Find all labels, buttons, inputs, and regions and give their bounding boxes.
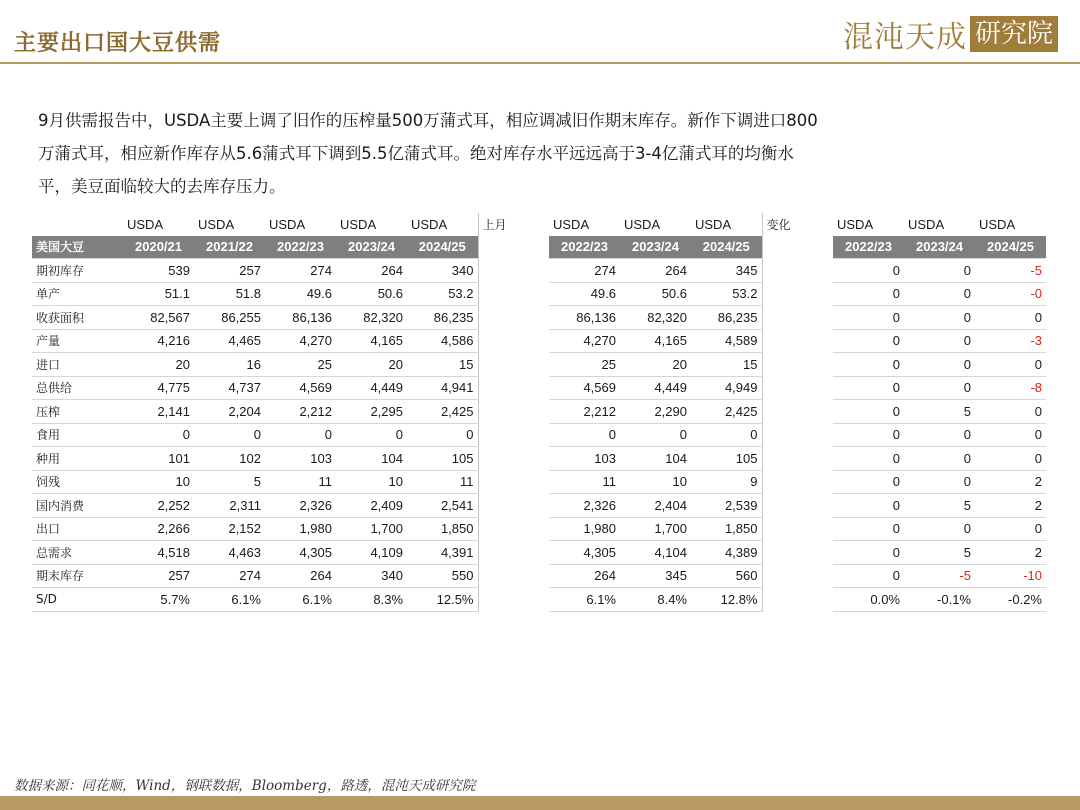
value-cell: 2,152: [194, 517, 265, 541]
value-cell: 2,326: [265, 494, 336, 518]
gap-cell: [478, 329, 549, 353]
prev-cell: 274: [549, 259, 620, 283]
value-cell: 2,425: [407, 400, 478, 424]
gap-cell: [762, 470, 833, 494]
table-row: [32, 376, 1046, 400]
change-cell: 0: [975, 517, 1046, 541]
prev-cell: 2,539: [691, 494, 762, 518]
title-rule: [0, 62, 1080, 64]
source-cell: USDA: [624, 216, 661, 232]
table-row: [32, 494, 1046, 518]
value-cell: 6.1%: [194, 588, 265, 612]
gap-cell: [762, 423, 833, 447]
change-cell: 2: [975, 541, 1046, 565]
prev-cell: 25: [549, 353, 620, 377]
change-cell: 0: [904, 517, 975, 541]
prev-cell: 2,212: [549, 400, 620, 424]
gap-cell: [762, 329, 833, 353]
header-year: 2023/24: [620, 236, 691, 259]
value-cell: 25: [265, 353, 336, 377]
value-cell: 539: [123, 259, 194, 283]
value-cell: 15: [407, 353, 478, 377]
change-cell: 0: [904, 423, 975, 447]
value-cell: 4,737: [194, 376, 265, 400]
gap-cell: [762, 306, 833, 330]
header-year: 2024/25: [407, 236, 478, 259]
prev-cell: 86,235: [691, 306, 762, 330]
change-cell: 0: [904, 353, 975, 377]
change-cell: -10: [975, 564, 1046, 588]
gap-cell: [762, 447, 833, 471]
header-year: 2020/21: [123, 236, 194, 259]
prev-cell: 1,700: [620, 517, 691, 541]
prev-cell: 0: [620, 423, 691, 447]
prev-cell: 10: [620, 470, 691, 494]
change-cell: 0: [904, 329, 975, 353]
table-row: [32, 564, 1046, 588]
header-year: [478, 236, 549, 259]
change-cell: -0.2%: [975, 588, 1046, 612]
source-cell: USDA: [340, 216, 377, 232]
prev-cell: 4,389: [691, 541, 762, 565]
value-cell: 274: [265, 259, 336, 283]
change-cell: 0.0%: [833, 588, 904, 612]
row-label: 出口: [32, 517, 123, 541]
value-cell: 4,165: [336, 329, 407, 353]
value-cell: 86,235: [407, 306, 478, 330]
value-cell: 4,465: [194, 329, 265, 353]
gap-cell: [762, 353, 833, 377]
gap-cell: [478, 564, 549, 588]
change-cell: 0: [833, 376, 904, 400]
prev-cell: 2,326: [549, 494, 620, 518]
logo-box: 研究院: [970, 16, 1058, 52]
intro-line: 万蒲式耳，相应新作库存从5.6蒲式耳下调到5.5亿蒲式耳。绝对库存水平远远高于3-4亿蒲式耳的均衡水: [38, 144, 794, 163]
table-row: [32, 447, 1046, 471]
change-cell: 0: [833, 494, 904, 518]
value-cell: 102: [194, 447, 265, 471]
value-cell: 16: [194, 353, 265, 377]
prev-cell: 0: [549, 423, 620, 447]
table-row: [32, 353, 1046, 377]
change-cell: 0: [833, 282, 904, 306]
prev-cell: 4,569: [549, 376, 620, 400]
gap-cell: [478, 588, 549, 612]
source-cell: USDA: [553, 216, 590, 232]
prev-cell: 4,589: [691, 329, 762, 353]
change-cell: 0: [904, 259, 975, 283]
change-cell: 2: [975, 470, 1046, 494]
gap-cell: [478, 541, 549, 565]
logo: [843, 12, 1058, 56]
value-cell: 2,541: [407, 494, 478, 518]
value-cell: 4,270: [265, 329, 336, 353]
value-cell: 1,700: [336, 517, 407, 541]
prev-cell: 6.1%: [549, 588, 620, 612]
value-cell: 86,136: [265, 306, 336, 330]
gap-cell: [478, 353, 549, 377]
gap-cell: [478, 259, 549, 283]
change-cell: 0: [833, 541, 904, 565]
value-cell: 11: [407, 470, 478, 494]
source-cell: 变化: [762, 213, 833, 236]
value-cell: 0: [336, 423, 407, 447]
header-year: 2024/25: [691, 236, 762, 259]
value-cell: 0: [265, 423, 336, 447]
value-cell: 4,391: [407, 541, 478, 565]
value-cell: 0: [194, 423, 265, 447]
value-cell: 4,463: [194, 541, 265, 565]
change-cell: 0: [833, 447, 904, 471]
prev-cell: 4,449: [620, 376, 691, 400]
source-cell: 上月: [478, 213, 549, 236]
gap-cell: [762, 588, 833, 612]
supply-demand-table: [32, 213, 1046, 612]
change-cell: 0: [975, 353, 1046, 377]
prev-cell: 103: [549, 447, 620, 471]
gap-cell: [762, 376, 833, 400]
change-cell: 0: [975, 447, 1046, 471]
gap-cell: [762, 259, 833, 283]
value-cell: 2,295: [336, 400, 407, 424]
value-cell: 103: [265, 447, 336, 471]
table-row: [32, 423, 1046, 447]
row-label: 压榨: [32, 400, 123, 424]
change-cell: -5: [904, 564, 975, 588]
change-cell: 0: [904, 376, 975, 400]
source-cell: USDA: [269, 216, 306, 232]
change-cell: -5: [975, 259, 1046, 283]
gap-cell: [762, 494, 833, 518]
value-cell: 4,586: [407, 329, 478, 353]
prev-cell: 345: [691, 259, 762, 283]
value-cell: 550: [407, 564, 478, 588]
gap-cell: [478, 282, 549, 306]
row-label: 进口: [32, 353, 123, 377]
value-cell: 2,266: [123, 517, 194, 541]
table-row: [32, 306, 1046, 330]
value-cell: 2,212: [265, 400, 336, 424]
prev-cell: 49.6: [549, 282, 620, 306]
table-row: [32, 470, 1046, 494]
change-cell: 0: [975, 306, 1046, 330]
header-year: 2022/23: [549, 236, 620, 259]
value-cell: 82,320: [336, 306, 407, 330]
row-label: 总供给: [32, 376, 123, 400]
change-cell: 0: [833, 470, 904, 494]
prev-cell: 4,104: [620, 541, 691, 565]
prev-cell: 50.6: [620, 282, 691, 306]
source-cell: USDA: [695, 216, 732, 232]
gap-cell: [762, 517, 833, 541]
header-label: 美国大豆: [32, 236, 123, 259]
value-cell: 105: [407, 447, 478, 471]
prev-cell: 9: [691, 470, 762, 494]
prev-cell: 12.8%: [691, 588, 762, 612]
change-cell: -3: [975, 329, 1046, 353]
change-cell: 0: [833, 400, 904, 424]
source-cell: USDA: [837, 216, 874, 232]
prev-cell: 345: [620, 564, 691, 588]
row-label: 期初库存: [32, 259, 123, 283]
logo-text: 混沌天成: [842, 20, 967, 55]
value-cell: 4,569: [265, 376, 336, 400]
change-cell: 0: [833, 329, 904, 353]
value-cell: 6.1%: [265, 588, 336, 612]
header-year: 2021/22: [194, 236, 265, 259]
source-cell: USDA: [979, 216, 1016, 232]
prev-cell: 105: [691, 447, 762, 471]
value-cell: 4,305: [265, 541, 336, 565]
value-cell: 257: [194, 259, 265, 283]
footer-bar: [0, 796, 1080, 810]
value-cell: 1,850: [407, 517, 478, 541]
prev-cell: 1,980: [549, 517, 620, 541]
value-cell: 274: [194, 564, 265, 588]
value-cell: 5.7%: [123, 588, 194, 612]
value-cell: 2,252: [123, 494, 194, 518]
row-label: 食用: [32, 423, 123, 447]
row-label: 产量: [32, 329, 123, 353]
row-label: 期末库存: [32, 564, 123, 588]
prev-cell: 82,320: [620, 306, 691, 330]
value-cell: 49.6: [265, 282, 336, 306]
change-cell: 0: [833, 564, 904, 588]
prev-cell: 2,404: [620, 494, 691, 518]
value-cell: 4,941: [407, 376, 478, 400]
prev-cell: 1,850: [691, 517, 762, 541]
gap-cell: [478, 306, 549, 330]
prev-cell: 104: [620, 447, 691, 471]
row-label: 种用: [32, 447, 123, 471]
value-cell: 12.5%: [407, 588, 478, 612]
prev-cell: 2,425: [691, 400, 762, 424]
prev-cell: 8.4%: [620, 588, 691, 612]
page-title: 主要出口国大豆供需: [14, 30, 222, 56]
header-year: 2022/23: [265, 236, 336, 259]
value-cell: 50.6: [336, 282, 407, 306]
table-row: [32, 517, 1046, 541]
intro-text: [38, 104, 1018, 203]
prev-cell: 4,305: [549, 541, 620, 565]
gap-cell: [478, 423, 549, 447]
prev-cell: 264: [620, 259, 691, 283]
source-cell: USDA: [127, 216, 164, 232]
prev-cell: 264: [549, 564, 620, 588]
table-row: [32, 588, 1046, 612]
value-cell: 101: [123, 447, 194, 471]
gap-cell: [762, 541, 833, 565]
change-cell: -0: [975, 282, 1046, 306]
value-cell: 4,518: [123, 541, 194, 565]
change-cell: 5: [904, 541, 975, 565]
source-cell: USDA: [411, 216, 448, 232]
value-cell: 5: [194, 470, 265, 494]
source-cell: USDA: [198, 216, 235, 232]
gap-cell: [762, 282, 833, 306]
intro-line: 9月供需报告中，USDA主要上调了旧作的压榨量500万蒲式耳，相应调减旧作期末库存。新作下调进口800: [38, 111, 818, 130]
value-cell: 51.1: [123, 282, 194, 306]
change-cell: -0.1%: [904, 588, 975, 612]
value-cell: 0: [407, 423, 478, 447]
value-cell: 82,567: [123, 306, 194, 330]
value-cell: 2,141: [123, 400, 194, 424]
prev-cell: 4,949: [691, 376, 762, 400]
value-cell: 4,775: [123, 376, 194, 400]
prev-cell: 15: [691, 353, 762, 377]
value-cell: 264: [336, 259, 407, 283]
change-cell: 0: [833, 353, 904, 377]
value-cell: 10: [336, 470, 407, 494]
table-row: [32, 282, 1046, 306]
value-cell: 4,216: [123, 329, 194, 353]
gap-cell: [478, 400, 549, 424]
change-cell: 0: [833, 259, 904, 283]
change-cell: 0: [975, 400, 1046, 424]
source-row: [32, 213, 1046, 236]
value-cell: 51.8: [194, 282, 265, 306]
header-year: 2023/24: [904, 236, 975, 259]
value-cell: 264: [265, 564, 336, 588]
gap-cell: [478, 517, 549, 541]
header-year: [762, 236, 833, 259]
value-cell: 2,204: [194, 400, 265, 424]
value-cell: 2,409: [336, 494, 407, 518]
prev-cell: 2,290: [620, 400, 691, 424]
change-cell: 0: [833, 423, 904, 447]
gap-cell: [762, 564, 833, 588]
value-cell: 86,255: [194, 306, 265, 330]
gap-cell: [478, 494, 549, 518]
prev-cell: 0: [691, 423, 762, 447]
change-cell: 0: [904, 306, 975, 330]
gap-cell: [478, 376, 549, 400]
change-cell: 0: [904, 282, 975, 306]
source-cell: USDA: [908, 216, 945, 232]
prev-cell: 4,165: [620, 329, 691, 353]
prev-cell: 11: [549, 470, 620, 494]
value-cell: 11: [265, 470, 336, 494]
table-row: [32, 400, 1046, 424]
row-label: 国内消费: [32, 494, 123, 518]
table-row: [32, 259, 1046, 283]
prev-cell: 4,270: [549, 329, 620, 353]
change-cell: 0: [975, 423, 1046, 447]
value-cell: 20: [336, 353, 407, 377]
value-cell: 340: [336, 564, 407, 588]
gap-cell: [478, 470, 549, 494]
change-cell: 0: [833, 306, 904, 330]
row-label: 收获面积: [32, 306, 123, 330]
row-label: S/D: [32, 588, 123, 612]
change-cell: 0: [904, 447, 975, 471]
header-row: [32, 236, 1046, 259]
value-cell: 4,109: [336, 541, 407, 565]
source-cell: [32, 213, 123, 236]
row-label: 饲残: [32, 470, 123, 494]
value-cell: 2,311: [194, 494, 265, 518]
prev-cell: 53.2: [691, 282, 762, 306]
table-row: [32, 541, 1046, 565]
prev-cell: 86,136: [549, 306, 620, 330]
change-cell: -8: [975, 376, 1046, 400]
row-label: 单产: [32, 282, 123, 306]
gap-cell: [478, 447, 549, 471]
value-cell: 257: [123, 564, 194, 588]
header-year: 2024/25: [975, 236, 1046, 259]
value-cell: 4,449: [336, 376, 407, 400]
value-cell: 53.2: [407, 282, 478, 306]
value-cell: 8.3%: [336, 588, 407, 612]
intro-line: 平，美豆面临较大的去库存压力。: [38, 177, 286, 196]
source-note: 数据来源：同花顺，Wind，钢联数据，Bloomberg，路透，混沌天成研究院: [14, 778, 476, 794]
value-cell: 0: [123, 423, 194, 447]
table-row: [32, 329, 1046, 353]
value-cell: 20: [123, 353, 194, 377]
prev-cell: 20: [620, 353, 691, 377]
header-year: 2022/23: [833, 236, 904, 259]
value-cell: 1,980: [265, 517, 336, 541]
change-cell: 5: [904, 494, 975, 518]
change-cell: 0: [833, 517, 904, 541]
row-label: 总需求: [32, 541, 123, 565]
change-cell: 2: [975, 494, 1046, 518]
value-cell: 340: [407, 259, 478, 283]
prev-cell: 560: [691, 564, 762, 588]
value-cell: 104: [336, 447, 407, 471]
change-cell: 0: [904, 470, 975, 494]
value-cell: 10: [123, 470, 194, 494]
gap-cell: [762, 400, 833, 424]
change-cell: 5: [904, 400, 975, 424]
header-year: 2023/24: [336, 236, 407, 259]
